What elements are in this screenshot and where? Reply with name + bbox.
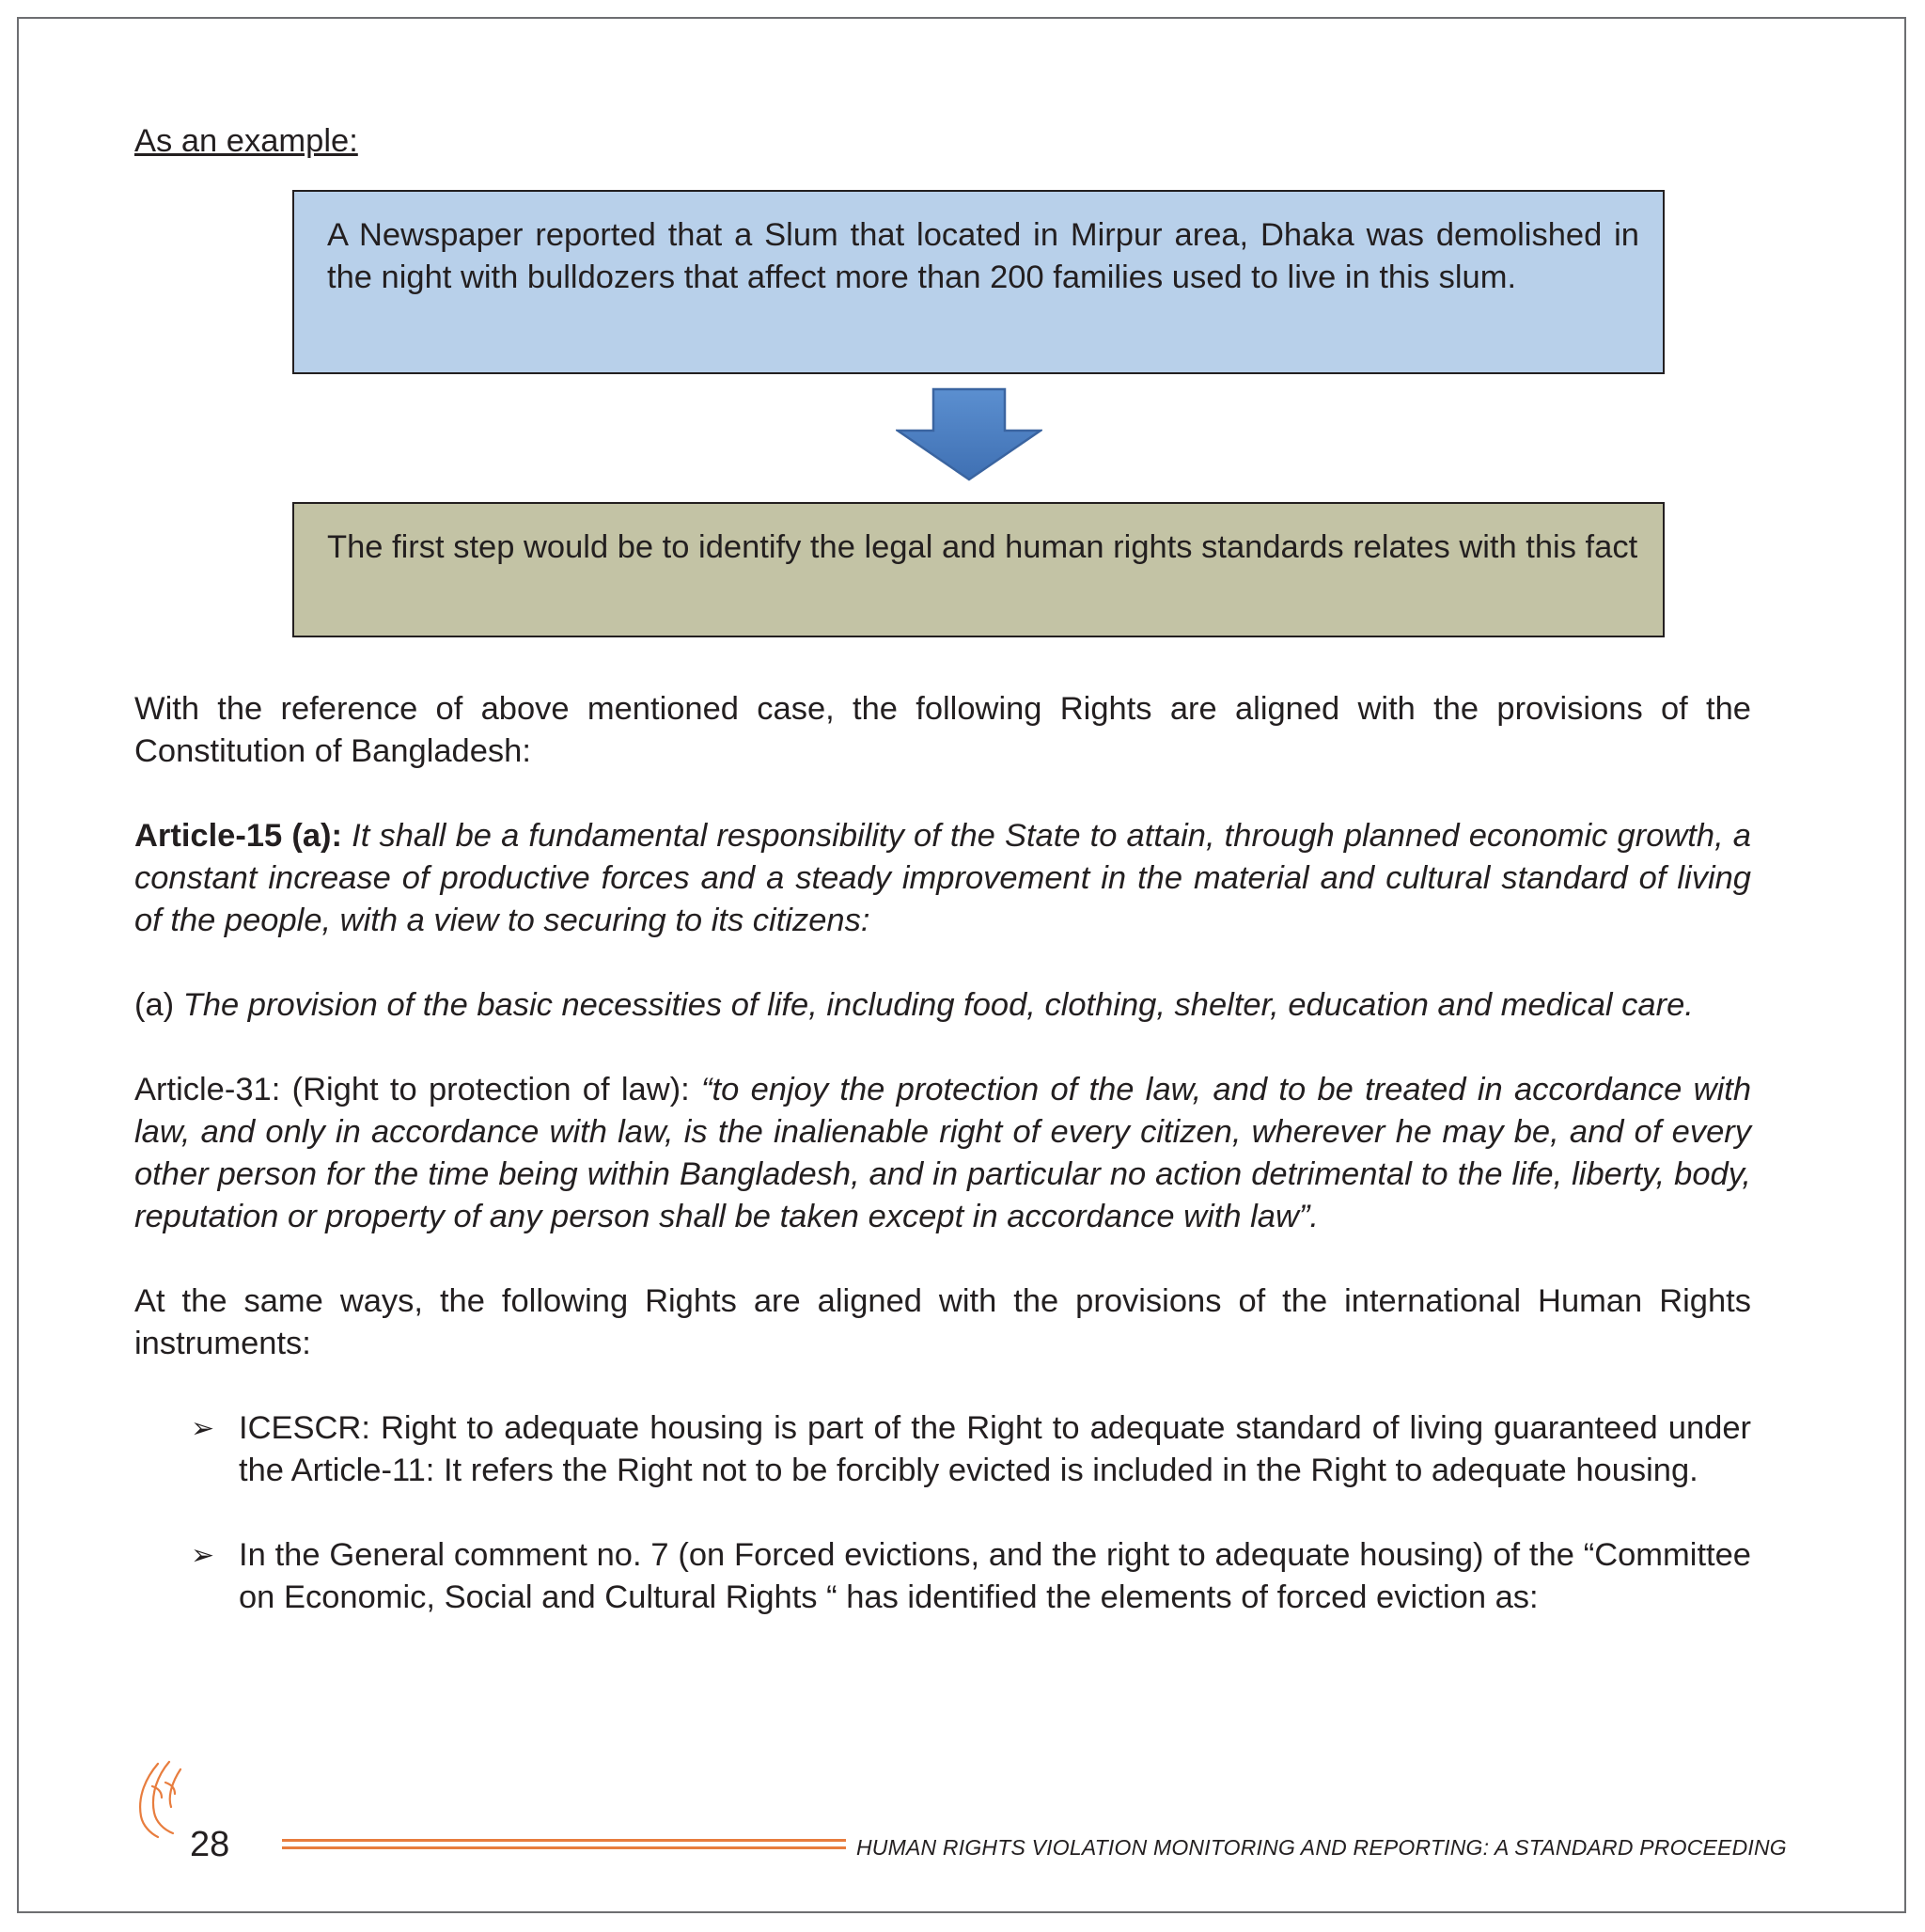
clause-a-text: The provision of the basic necessities of life, including food, clothing, shelter, education and medical care. — [182, 987, 1694, 1023]
arrowhead-bullet-icon: ➢ — [191, 1540, 215, 1571]
list-item — [134, 1534, 1751, 1619]
footer-title: HUMAN RIGHTS VIOLATION MONITORING AND REPORTING: A STANDARD PROCEEDING — [856, 1835, 1787, 1860]
flow-arrow — [134, 374, 1751, 502]
list-item-text: In the General comment no. 7 (on Forced evictions, and the right to adequate housing) of the “Committee on Economic, Social and Cultural Rights “ has identified the elements of forced eviction as: — [239, 1537, 1751, 1615]
international-intro: At the same ways, the following Rights are aligned with the provisions of the international Human Rights instruments: — [134, 1283, 1751, 1361]
fact-box — [292, 190, 1665, 374]
rights-list — [134, 1407, 1751, 1619]
down-arrow-icon — [896, 387, 1042, 481]
article-31-text: “to enjoy the protection of the law, and to be treated in accordance with law, and only in accordance with law, is the inalienable right of every citizen, wherever he may be, and of every other person for the time being within Bangladesh, and in particular no action detrimental to the life, liberty, body, reputation or property of any person shall be taken except in accordance with law”. — [134, 1072, 1752, 1234]
constitution-intro: With the reference of above mentioned case, the following Rights are aligned with the provisions of the Constitution of Bangladesh: — [134, 691, 1751, 769]
page-footer — [0, 1758, 1925, 1864]
article-15-paragraph — [134, 815, 1751, 942]
article-15-label: Article-15 (a): — [134, 818, 343, 854]
example-heading: As an example: — [134, 123, 358, 159]
clause-a-label: (a) — [134, 987, 175, 1023]
page-content — [134, 120, 1751, 1661]
article-15-text: It shall be a fundamental responsibility of the State to attain, through planned economic growth, a constant increase of productive forces and a steady improvement in the material and cultural standard of living of the people, with a view to securing to its citizens: — [134, 818, 1751, 938]
clause-a-paragraph — [134, 984, 1751, 1027]
article-31-label: Article-31: (Right to protection of law): — [134, 1072, 690, 1107]
list-item-text: ICESCR: Right to adequate housing is part of the Right to adequate standard of living guaranteed under the Article-11: It refers the Right not to be forcibly evicted is included in the Right to adequate housing. — [239, 1410, 1751, 1488]
arrowhead-bullet-icon: ➢ — [191, 1413, 215, 1444]
page-number: 28 — [190, 1825, 230, 1864]
footer-rule — [282, 1839, 846, 1850]
step-box — [292, 502, 1665, 637]
article-31-paragraph — [134, 1069, 1751, 1238]
publisher-logo — [130, 1758, 196, 1852]
step-box-text: The first step would be to identify the legal and human rights standards relates with this fact — [327, 529, 1638, 565]
fact-box-text: A Newspaper reported that a Slum that located in Mirpur area, Dhaka was demolished in the night with bulldozers that affect more than 200 families used to live in this slum. — [327, 217, 1639, 295]
list-item — [134, 1407, 1751, 1492]
